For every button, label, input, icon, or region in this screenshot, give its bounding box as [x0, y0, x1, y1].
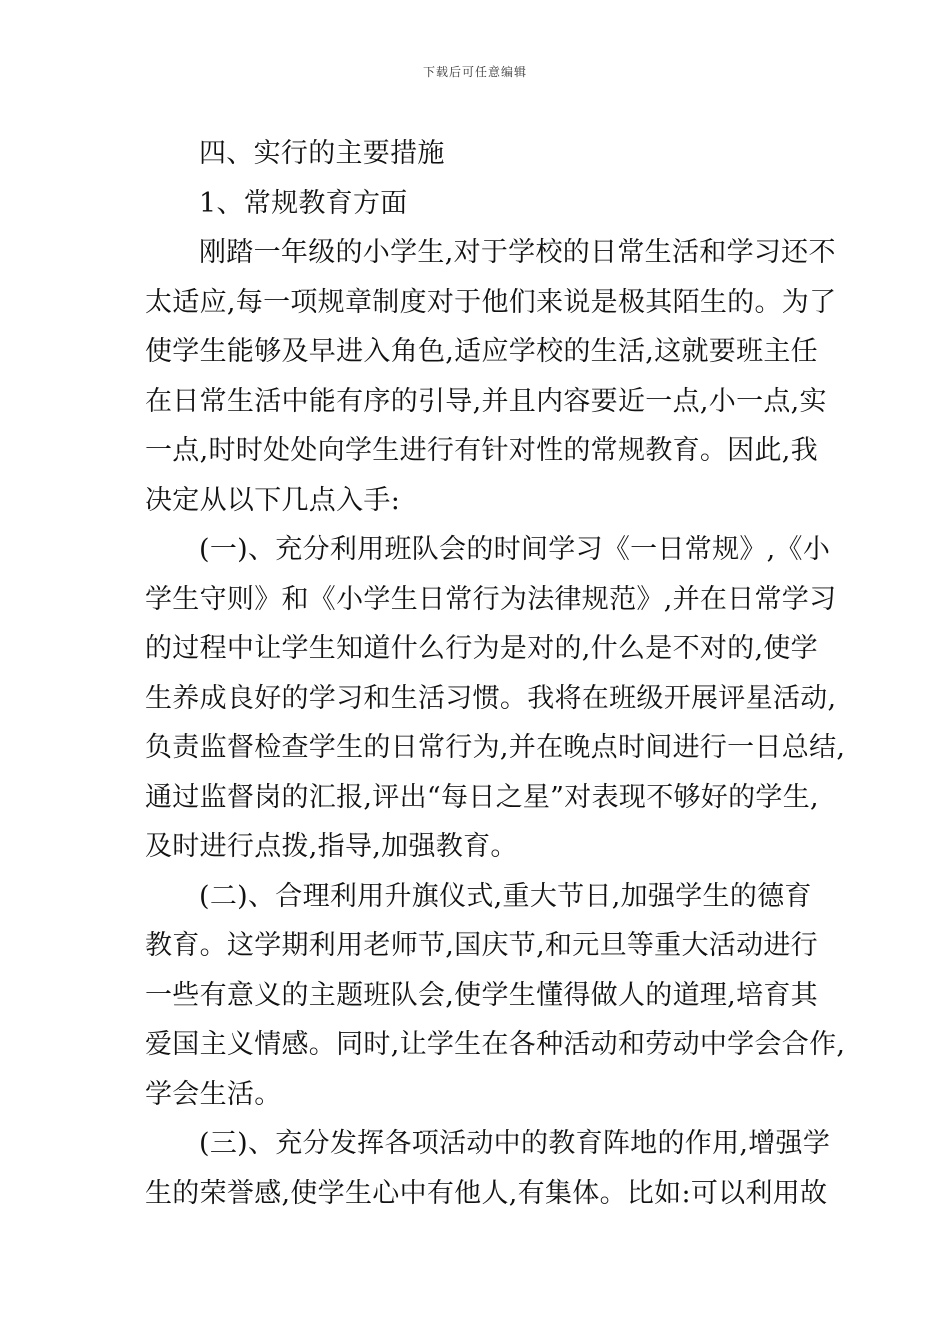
- text-line: 决定从以下几点入手:: [145, 484, 401, 516]
- text-line: 爱国主义情感。同时,让学生在各种活动和劳动中学会合作,: [145, 1029, 846, 1060]
- text-line: 使学生能够及早进入角色,适应学校的生活,这就要班主任: [145, 336, 818, 367]
- text-line: 一些有意义的主题班队会,使学生懂得做人的道理,培育其: [145, 979, 818, 1011]
- text-line: 通过监督岗的汇报,评出“每日之星”对表现不够好的学生,: [145, 781, 819, 813]
- text-line: 1、常规教育方面: [199, 187, 408, 219]
- text-line: (二)、合理利用升旗仪式,重大节日,加强学生的德育: [199, 880, 812, 912]
- text-line: 教育。这学期利用老师节,国庆节,和元旦等重大活动进行: [145, 930, 818, 961]
- page-header: 下载后可任意编辑: [422, 65, 527, 79]
- text-line: 的过程中让学生知道什么行为是对的,什么是不对的,使学: [145, 633, 818, 664]
- text-line: 生的荣誉感,使学生心中有他人,有集体。比如:可以利用故: [145, 1177, 828, 1209]
- text-line: 及时进行点拨,指导,加强教育。: [145, 831, 518, 862]
- text-line: 学会生活。: [145, 1078, 282, 1110]
- text-line: 学生守则》和《小学生日常行为法律规范》,并在日常学习: [145, 583, 837, 615]
- text-line: (三)、充分发挥各项活动中的教育阵地的作用,增强学: [199, 1128, 831, 1159]
- text-line: 四、实行的主要措施: [199, 138, 445, 169]
- text-line: (一)、充分利用班队会的时间学习《一日常规》,《小: [199, 534, 831, 565]
- text-line: 在日常生活中能有序的引导,并且内容要近一点,小一点,实: [145, 385, 827, 417]
- text-line: 太适应,每一项规章制度对于他们来说是极其陌生的。为了: [145, 286, 837, 318]
- document-body: [145, 129, 846, 1218]
- text-line: 负责监督检查学生的日常行为,并在晚点时间进行一日总结,: [145, 732, 846, 763]
- text-line: 刚踏一年级的小学生,对于学校的日常生活和学习还不: [199, 237, 836, 268]
- text-line: 一点,时时处处向学生进行有针对性的常规教育。因此,我: [145, 435, 818, 466]
- text-line: 生养成良好的学习和生活习惯。我将在班级开展评星活动,: [145, 682, 837, 714]
